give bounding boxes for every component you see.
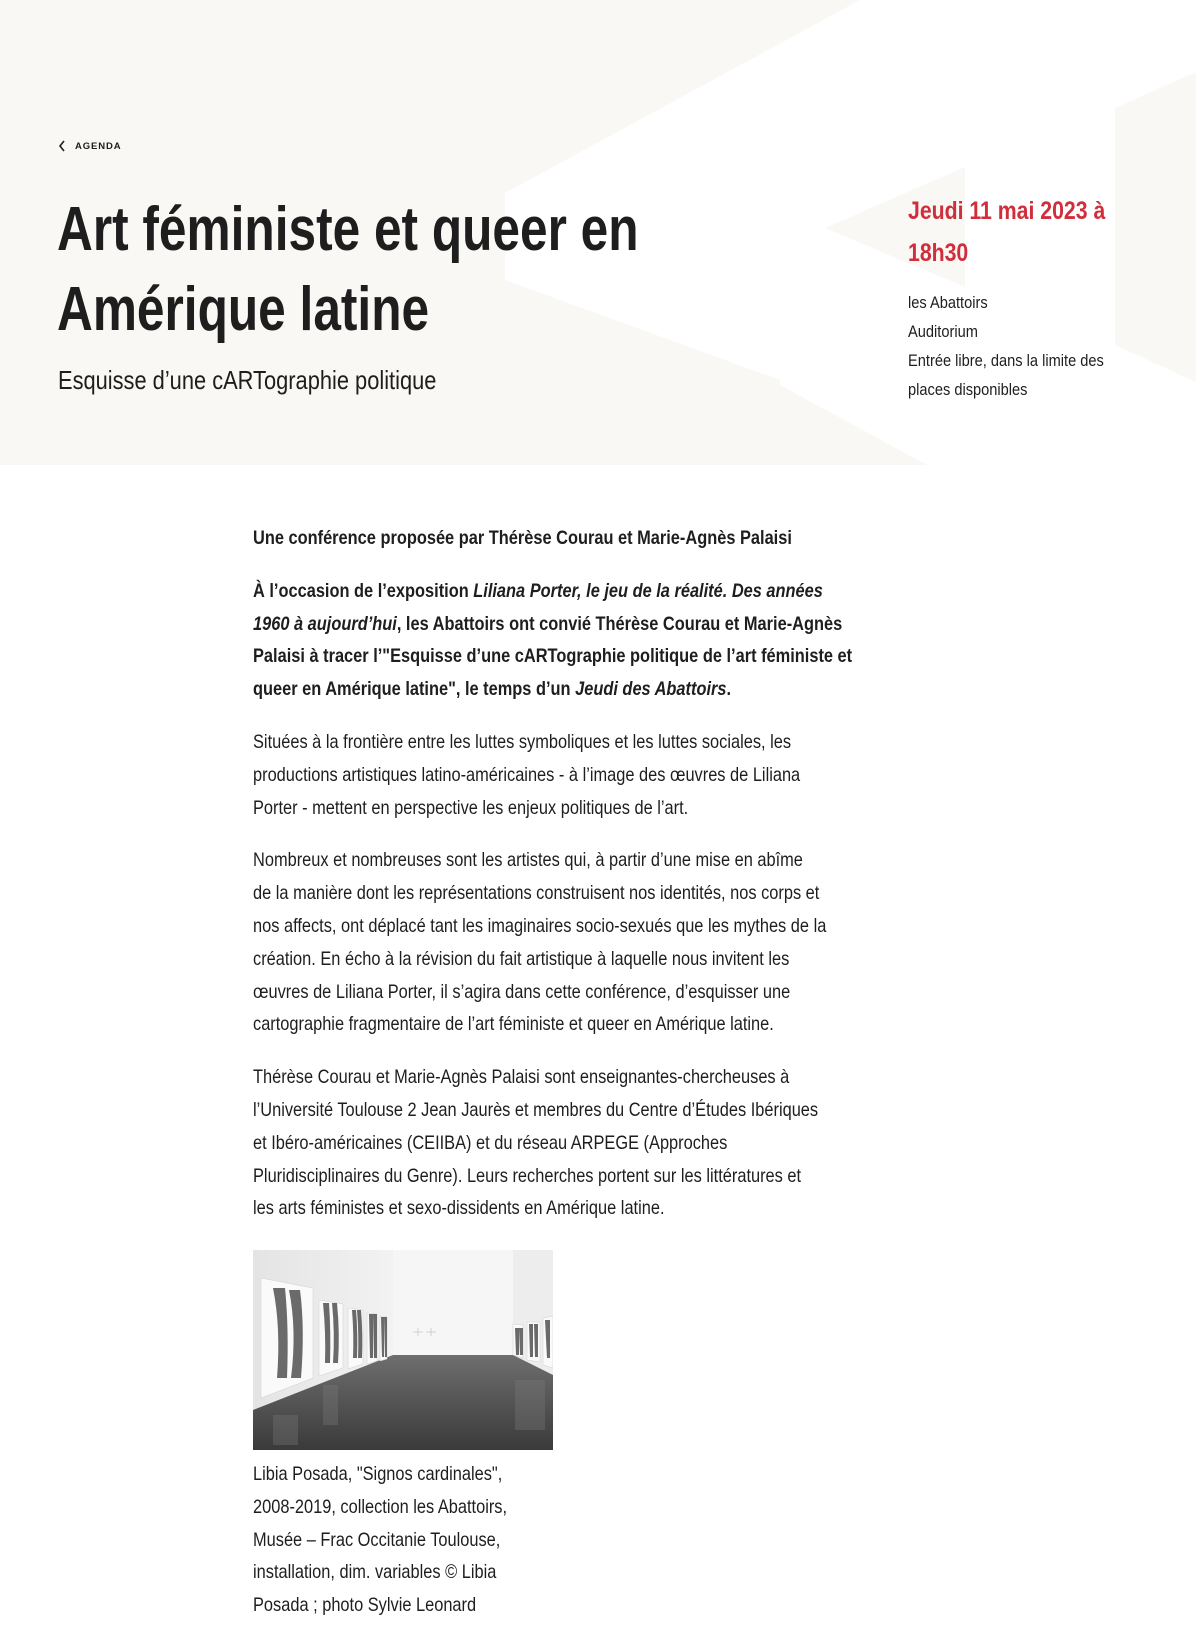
text-line: Pluridisciplinaires du Genre). Leurs recherches portent sur les littératures et (253, 1164, 802, 1187)
page-title (57, 190, 784, 350)
text-line: Nombreux et nombreuses sont les artistes qui, à partir d’une mise en abîme (253, 849, 803, 872)
text-line: les arts féministes et sexo-dissidents en Amérique latine. (253, 1197, 665, 1220)
text-line (253, 575, 824, 608)
event-room: Auditorium (908, 322, 978, 341)
text-line: œuvres de Liliana Porter, il s’agira dans cette conférence, d’esquisser une (253, 980, 791, 1003)
paragraph-5 (253, 1061, 933, 1225)
caption-line: installation, dim. variables © Libia (253, 1561, 497, 1584)
text-line: l’Université Toulouse 2 Jean Jaurès et membres du Centre d’Études Ibériques (253, 1098, 819, 1121)
back-to-agenda-link[interactable] (57, 140, 122, 152)
intro-paragraph (253, 522, 933, 555)
event-info (908, 190, 1188, 404)
text-line: cartographie fragmentaire de l’art féministe et queer en Amérique latine. (253, 1013, 774, 1036)
text-line: création. En écho à la révision du fait artistique à laquelle nous invitent les (253, 947, 790, 970)
event-date-line: Jeudi 11 mai 2023 à (908, 197, 1106, 225)
article-body (253, 522, 933, 1245)
text-line: Une conférence proposée par Thérèse Courau et Marie-Agnès Palaisi (253, 527, 792, 549)
event-series-name: Jeudi des Abattoirs (575, 678, 727, 701)
text-line: Palaisi à tracer l’"Esquisse d’une cARTographie politique de l’art féministe et (253, 645, 853, 668)
text-segment: À l’occasion de l’exposition (253, 579, 474, 602)
event-access: Entrée libre, dans la limite des (908, 351, 1104, 370)
text-line: Situées à la frontière entre les luttes symboliques et les luttes sociales, les (253, 730, 792, 753)
event-header (0, 0, 1196, 465)
title-line: Art féministe et queer en (57, 195, 639, 264)
gallery-installation-image (253, 1250, 553, 1450)
text-line: productions artistiques latino-américaines - à l’image des œuvres de Liliana (253, 763, 801, 786)
caption-line: 2008-2019, collection les Abattoirs, (253, 1495, 508, 1518)
event-access: places disponibles (908, 380, 1028, 399)
breadcrumb-label: AGENDA (75, 140, 122, 152)
event-date (908, 190, 1188, 274)
text-line: Thérèse Courau et Marie-Agnès Palaisi sont enseignantes-chercheuses à (253, 1066, 790, 1089)
text-line (253, 608, 843, 641)
page-subtitle: Esquisse d’une cARTographie politique (58, 365, 437, 395)
text-segment: queer en Amérique latine", le temps d’un (253, 678, 576, 701)
paragraph-3 (253, 726, 933, 824)
image-caption (253, 1458, 555, 1622)
artwork-photo[interactable] (253, 1250, 553, 1450)
exhibition-title: 1960 à aujourd’hui (253, 612, 397, 635)
chevron-left-icon (57, 140, 67, 152)
text-line: Porter - mettent en perspective les enjeux politiques de l’art. (253, 796, 689, 819)
text-line: nos affects, ont déplacé tant les imaginaires socio-sexués que les mythes de la (253, 914, 827, 937)
text-segment: , les Abattoirs ont convié Thérèse Courau et Marie-Agnès (396, 612, 843, 635)
paragraph-4 (253, 844, 933, 1041)
caption-line: Posada ; photo Sylvie Leonard (253, 1594, 477, 1617)
text-line: et Ibéro-américaines (CEIIBA) et du réseau ARPEGE (Approches (253, 1131, 728, 1154)
context-paragraph (253, 575, 933, 706)
exhibition-title: Liliana Porter, le jeu de la réalité. Des années (473, 579, 823, 602)
event-venue: les Abattoirs (908, 293, 988, 312)
title-line: Amérique latine (57, 275, 430, 344)
caption-line: Musée – Frac Occitanie Toulouse, (253, 1528, 501, 1551)
text-segment: . (726, 678, 732, 701)
event-details (908, 288, 1188, 404)
text-line: de la manière dont les représentations construisent nos identités, nos corps et (253, 882, 820, 905)
text-line (253, 673, 824, 706)
event-date-line: 18h30 (908, 239, 969, 267)
caption-line: Libia Posada, "Signos cardinales", (253, 1463, 503, 1485)
